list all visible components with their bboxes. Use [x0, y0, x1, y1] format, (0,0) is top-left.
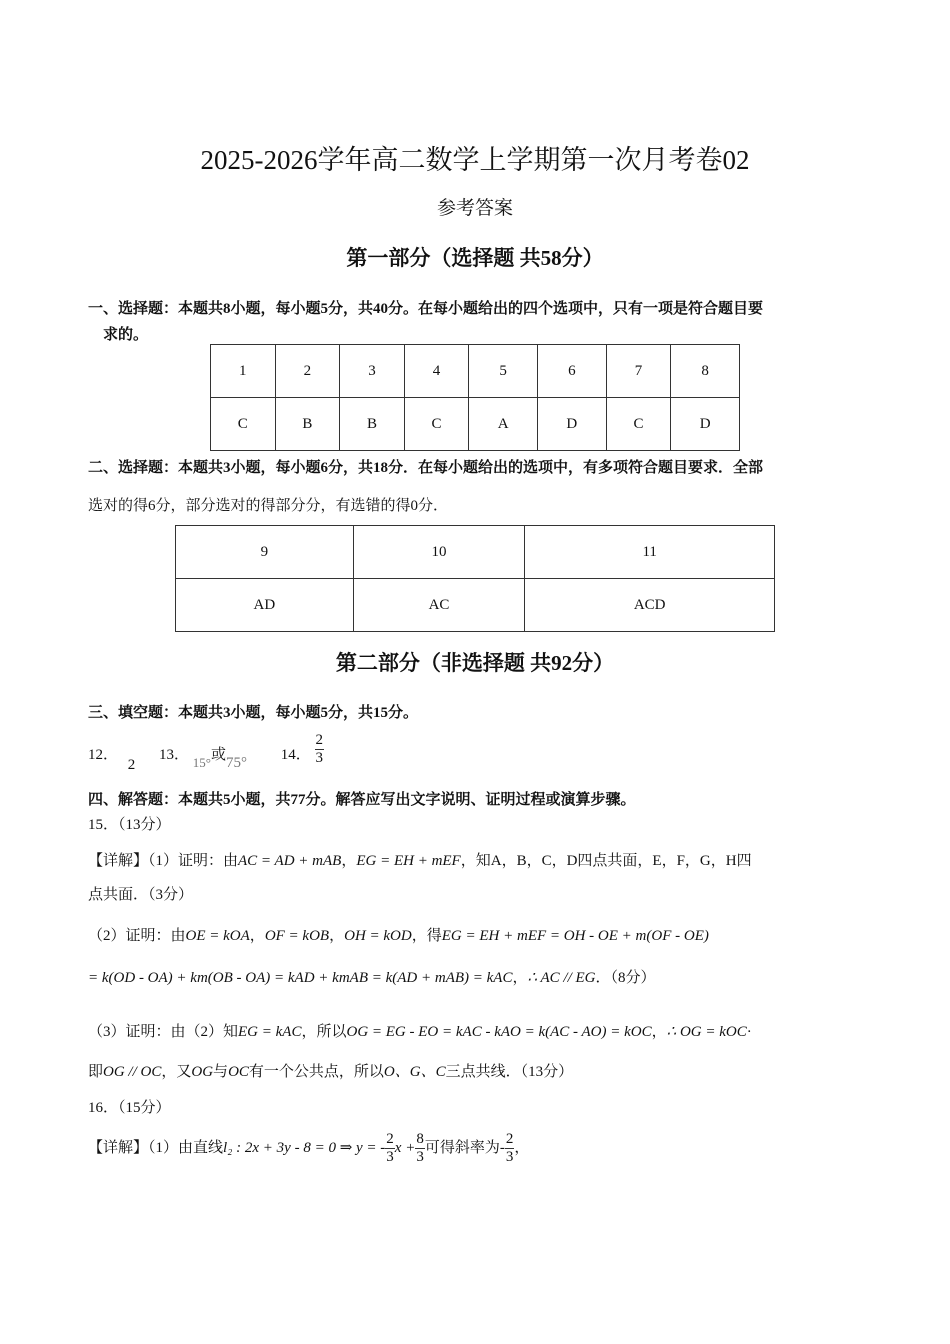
- q13-answer-b: 75°: [226, 754, 247, 771]
- text: ，得: [411, 928, 442, 944]
- table-cell: 4: [404, 345, 469, 398]
- s2-instructions-cont: 选对的得6分，部分选对的得部分分，有选错的得0分．: [88, 498, 449, 514]
- math: l₂ : 2x + 3y - 8 = 0 ⇒ y = -: [223, 1140, 386, 1156]
- s3-instructions: 三、填空题：本题共3小题，每小题5分，共15分。: [88, 705, 419, 721]
- q15-part1: [88, 849, 752, 870]
- text: 与: [213, 1064, 229, 1080]
- numerator: 2: [505, 1131, 514, 1148]
- math: OG: [191, 1064, 214, 1080]
- text: ．（8分）: [595, 970, 656, 986]
- fraction: [385, 1131, 395, 1166]
- part2-heading: 第二部分（非选择题 共92分）: [335, 651, 615, 675]
- text: 有一个公共点，所以: [248, 1064, 384, 1080]
- math: EG = kAC: [238, 1024, 302, 1040]
- table-cell: 8: [671, 345, 740, 398]
- table-cell: 3: [340, 345, 405, 398]
- q15-part1-cont: 点共面．（3分）: [88, 887, 194, 903]
- q14-label: 14．: [280, 746, 311, 763]
- math: OE = kOA: [185, 928, 250, 944]
- q12-label: 12．: [88, 746, 119, 763]
- s1-instructions: 一、选择题：本题共8小题，每小题5分，共40分。在每小题给出的四个选项中，只有一项是符合题目要: [88, 301, 764, 317]
- q13-or: 或: [210, 746, 226, 763]
- table-cell: C: [606, 398, 671, 451]
- math: EG = EH + mEF: [356, 853, 461, 869]
- math: x +: [394, 1140, 416, 1156]
- math: = k(OD - OA) + km(OB - OA) = kAD + kmAB = k(AD + mAB) = kAC: [88, 970, 513, 986]
- text: 三点共线．（13分）: [445, 1064, 574, 1080]
- table-cell: B: [340, 398, 405, 451]
- text: ，所以: [301, 1024, 347, 1040]
- q15-part2: （2）证明：由OE = kOA，OF = kOB，OH = kOD，得EG = EH + mEF = OH - OE + m(OF - OE): [88, 928, 709, 944]
- table-cell: 5: [469, 345, 538, 398]
- numerator: 8: [416, 1131, 424, 1148]
- math: ∴ OG = kOC: [666, 1024, 747, 1040]
- s2-answer-table: [175, 525, 775, 632]
- q16-part1: [88, 1128, 529, 1168]
- table-cell: B: [275, 398, 340, 451]
- part1-heading: 第一部分（选择题 共58分）: [346, 246, 604, 270]
- fraction: [415, 1131, 425, 1166]
- table-cell: A: [469, 398, 538, 451]
- math: OF = kOB: [264, 928, 330, 944]
- table-cell: 7: [606, 345, 671, 398]
- text: 即: [88, 1064, 104, 1080]
- denominator: 3: [386, 1149, 394, 1166]
- text: ，知A，B，C，D四点共面，E，F，G，H四: [460, 853, 752, 869]
- text: ，又: [161, 1064, 192, 1080]
- text: ，: [341, 853, 357, 869]
- math: OG // OC: [103, 1064, 162, 1080]
- s2-instructions: 二、选择题：本题共3小题，每小题6分，共18分．在每小题给出的选项中，有多项符合题目要求．全部: [88, 460, 764, 476]
- denominator: 3: [505, 1149, 514, 1166]
- table-cell: AD: [176, 579, 354, 632]
- table-cell: 1: [211, 345, 276, 398]
- text: ，: [512, 970, 528, 986]
- doc-title: 2025-2026学年高二数学上学期第一次月考卷02: [200, 145, 750, 175]
- text: 【详解】（1）由直线: [88, 1140, 224, 1156]
- math: O、G、C: [383, 1064, 446, 1080]
- q13-label: 13．: [159, 746, 190, 763]
- table-cell: 10: [353, 526, 525, 579]
- table-cell: AC: [353, 579, 525, 632]
- q14-answer: [315, 732, 325, 767]
- table-cell: 9: [176, 526, 354, 579]
- table-cell: 11: [525, 526, 775, 579]
- text: （3）证明：由（2）知: [88, 1024, 239, 1040]
- s4-instructions: 四、解答题：本题共5小题，共77分。解答应写出文字说明、证明过程或演算步骤。: [88, 792, 636, 808]
- q12-answer: 2: [127, 756, 136, 773]
- denominator: 3: [416, 1149, 424, 1166]
- q15-part3: （3）证明：由（2）知EG = kAC，所以OG = EG - EO = kAC - kAO = k(AC - AO) = kOC，∴ OG = kOC·: [88, 1024, 752, 1040]
- q13-answer-a: 15°: [192, 754, 211, 770]
- math: OC: [228, 1064, 249, 1080]
- table-cell: C: [211, 398, 276, 451]
- denominator: 3: [315, 750, 324, 766]
- table-cell: 6: [538, 345, 607, 398]
- math: OG = EG - EO = kAC - kAO = k(AC - AO) = kOC: [346, 1024, 652, 1040]
- numerator: 2: [315, 732, 324, 748]
- table-cell: D: [538, 398, 607, 451]
- math: ∴ AC // EG: [527, 970, 596, 986]
- math: OH = kOD: [344, 928, 412, 944]
- s3-answers: [88, 732, 324, 773]
- table-cell: 2: [275, 345, 340, 398]
- q16-heading: 16．（15分）: [88, 1100, 171, 1116]
- text: （2）证明：由: [88, 928, 186, 944]
- text: 【详解】（1）证明：由: [88, 853, 239, 869]
- q15-part3-cont: [88, 1060, 573, 1081]
- fraction: [505, 1131, 515, 1166]
- numerator: 2: [386, 1131, 394, 1148]
- table-cell: ACD: [525, 579, 775, 632]
- math: AC = AD + mAB: [238, 853, 342, 869]
- q15-heading: 15．（13分）: [88, 817, 171, 833]
- text: ，: [651, 1024, 667, 1040]
- table-cell: C: [404, 398, 469, 451]
- s1-instructions-cont: 求的。: [103, 327, 149, 343]
- table-cell: D: [671, 398, 740, 451]
- text: ，: [514, 1140, 530, 1156]
- math: EG = EH + mEF = OH - OE + m(OF - OE): [441, 928, 709, 944]
- doc-subtitle: 参考答案: [436, 198, 513, 219]
- q15-part2-cont: [88, 966, 656, 987]
- text: 可得斜率为-: [424, 1140, 505, 1156]
- s1-answer-table: [210, 344, 740, 451]
